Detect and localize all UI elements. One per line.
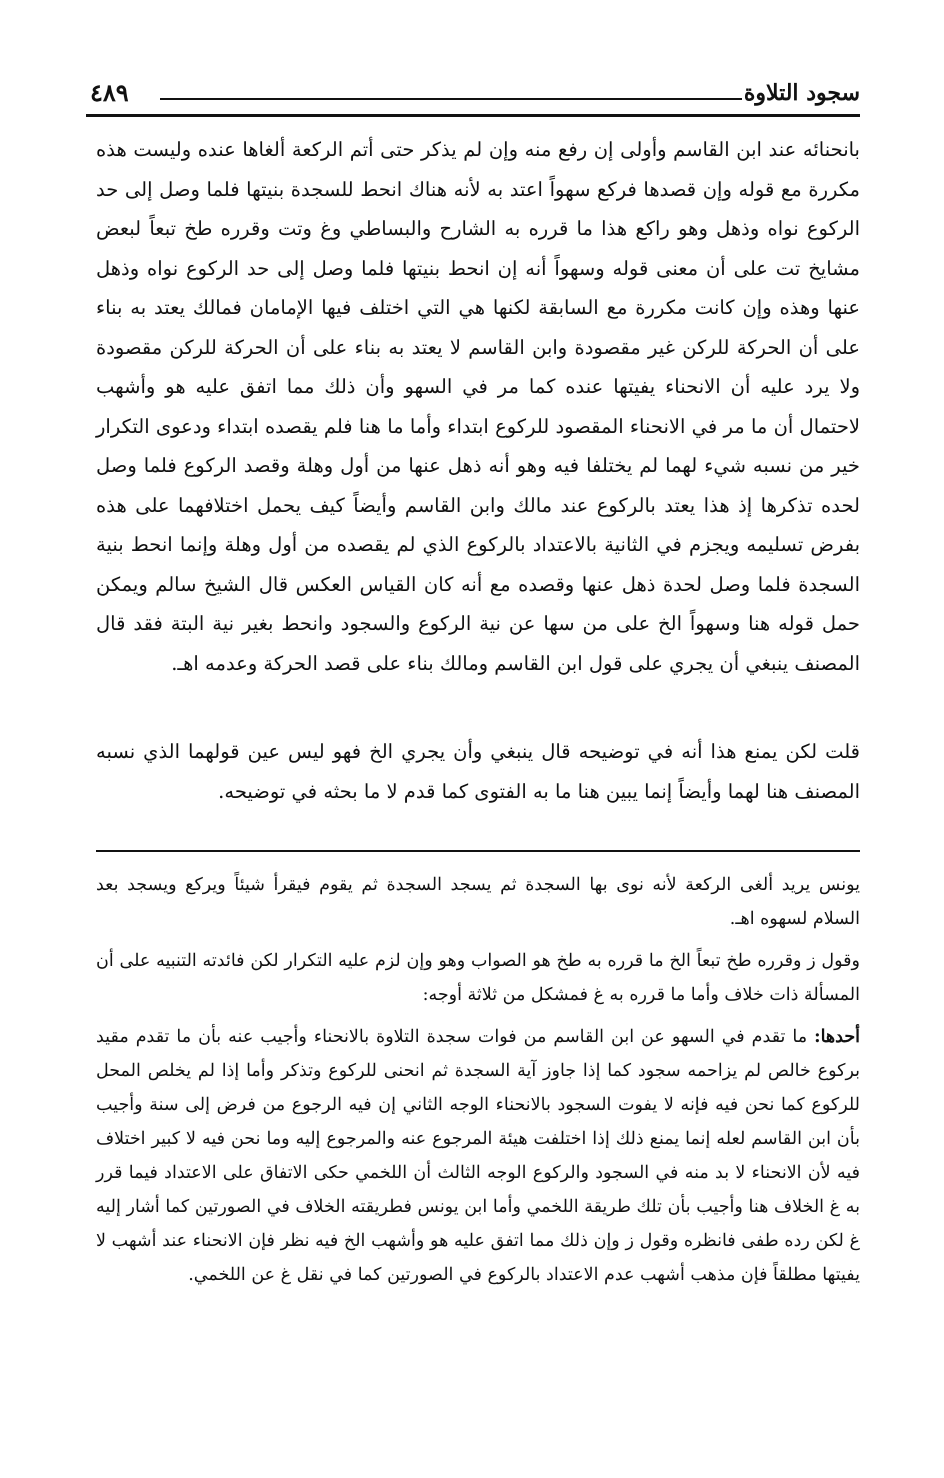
footnote-3-keyword: أحدها:	[814, 1027, 860, 1047]
comment-paragraph: قلت لكن يمنع هذا أنه في توضيحه قال ينبغي وأن يجري الخ فهو ليس عين قولهما الذي نسبه المصنف هنا لهما وأيضاً إنما يبين هنا ما به الفتوى كما قدم لا ما بحثه في توضيحه.	[96, 740, 860, 803]
footnote-3	[96, 1020, 860, 1292]
footnote-1: يونس يريد ألغى الركعة لأنه نوى بها السجدة ثم يسجد السجدة ثم يقوم فيقرأ شيئاً ويركع ويسجد بعد السلام لسهوه اهـ.	[96, 875, 860, 929]
running-title: سجود التلاوة	[743, 80, 860, 106]
footnotes	[96, 868, 860, 1300]
footnote-2: وقول ز وقرره طخ تبعاً الخ ما قرره به طخ هو الصواب وهو وإن لزم عليه التكرار لكن فائدته التنبيه على أن المسألة ذات خلاف وأما ما قرره به غ فمشكل من ثلاثة أوجه:	[96, 951, 860, 1005]
footnote-3-text: ما تقدم في السهو عن ابن القاسم من فوات سجدة التلاوة بالانحناء وأجيب عنه بأن ما تقدم مقيد بركوع خالص لم يزاحمه سجود كما إذا جاوز آية السجدة ثم انحنى للركوع وتذكر وأما إذا لم يخلص المحل للركوع كما نحن فيه فإنه لا يفوت السجود بالانحناء الوجه الثاني إن فيه الرجوع من فرض إلى سنة وأجيب بأن ابن القاسم لعله إنما يمنع ذلك إذا اختلفت هيئة المرجوع عنه والمرجوع إليه وما نحن فيه لا كبير اختلاف فيه لأن الانحناء لا بد منه في السجود والركوع الوجه الثالث أن اللخمي حكى الاتفاق على الاعتداد فيما قرر به غ الخلاف هنا وأجيب بأن تلك طريقة اللخمي وأما ابن يونس فطريقته الخلاف في الصورتين كما أشار إليه غ لكن رده طفى فانظره وقول ز وإن ذلك مما اتفق عليه هو وأشهب الخ فيه نظر فإن الانحناء عند أشهب لا يفيتها مطلقاً فإن مذهب أشهب عدم الاعتداد بالركوع في الصورتين كما في نقل غ عن اللخمي.	[96, 1027, 860, 1285]
header-rule	[86, 114, 860, 117]
footnote-separator	[96, 850, 860, 852]
page-header	[86, 76, 860, 116]
main-paragraph: بانحنائه عند ابن القاسم وأولى إن رفع منه وإن لم يذكر حتى أتم الركعة ألغاها عنده وليست هذه مكررة مع قوله وإن قصدها فركع سهواً اعتد به لأنه هناك انحط للسجدة بنيتها فلما وصل إلى حد الركوع نواه وذهل وهو راكع هذا ما قرره به الشارح والبساطي وغ وتت وقرره طخ تبعاً لبعض مشايخ تت على أن معنى قوله وسهواً أنه إن انحط بنيتها فلما وصل إلى حد الركوع نواه وذهل عنها وهذه وإن كانت مكررة مع السابقة لكنها هي التي اختلف فيها الإمامان فمالك يعتد به بناء على أن الحركة للركن غير مقصودة وابن القاسم لا يعتد به بناء على أن الحركة للركن مقصودة ولا يرد عليه أن الانحناء يفيتها عنده كما مر في السهو وأن ذلك مما اتفق عليه هو وأشهب لاحتمال أن ما مر في الانحناء المقصود للركوع ابتداء وأما ما هنا فلم يقصده ابتداء ودعوى التكرار خير من نسبه شيء لهما لم يختلفا فيه وهو أنه ذهل عنها من أول وهلة وقصد الركوع فلما وصل لحده تذكرها إذ هذا يعتد بالركوع عند مالك وابن القاسم وأيضاً كيف يحمل اختلافهما على هذه بفرض تسليمه ويجزم في الثانية بالاعتداد بالركوع الذي لم يقصده من أول وهلة وإنما انحط بنية السجدة فلما وصل لحدة ذهل عنها وقصده مع أنه كان القياس العكس قال الشيخ سالم ويمكن حمل قوله هنا وسهواً الخ على من سها عن نية الركوع والسجود وانحط بغير نية البتة فقد قال المصنف ينبغي أن يجري على قول ابن القاسم ومالك بناء على قصد الحركة وعدمه اهـ.	[96, 138, 860, 675]
page-number: ٤٨٩	[90, 78, 129, 107]
header-divider	[160, 98, 742, 100]
